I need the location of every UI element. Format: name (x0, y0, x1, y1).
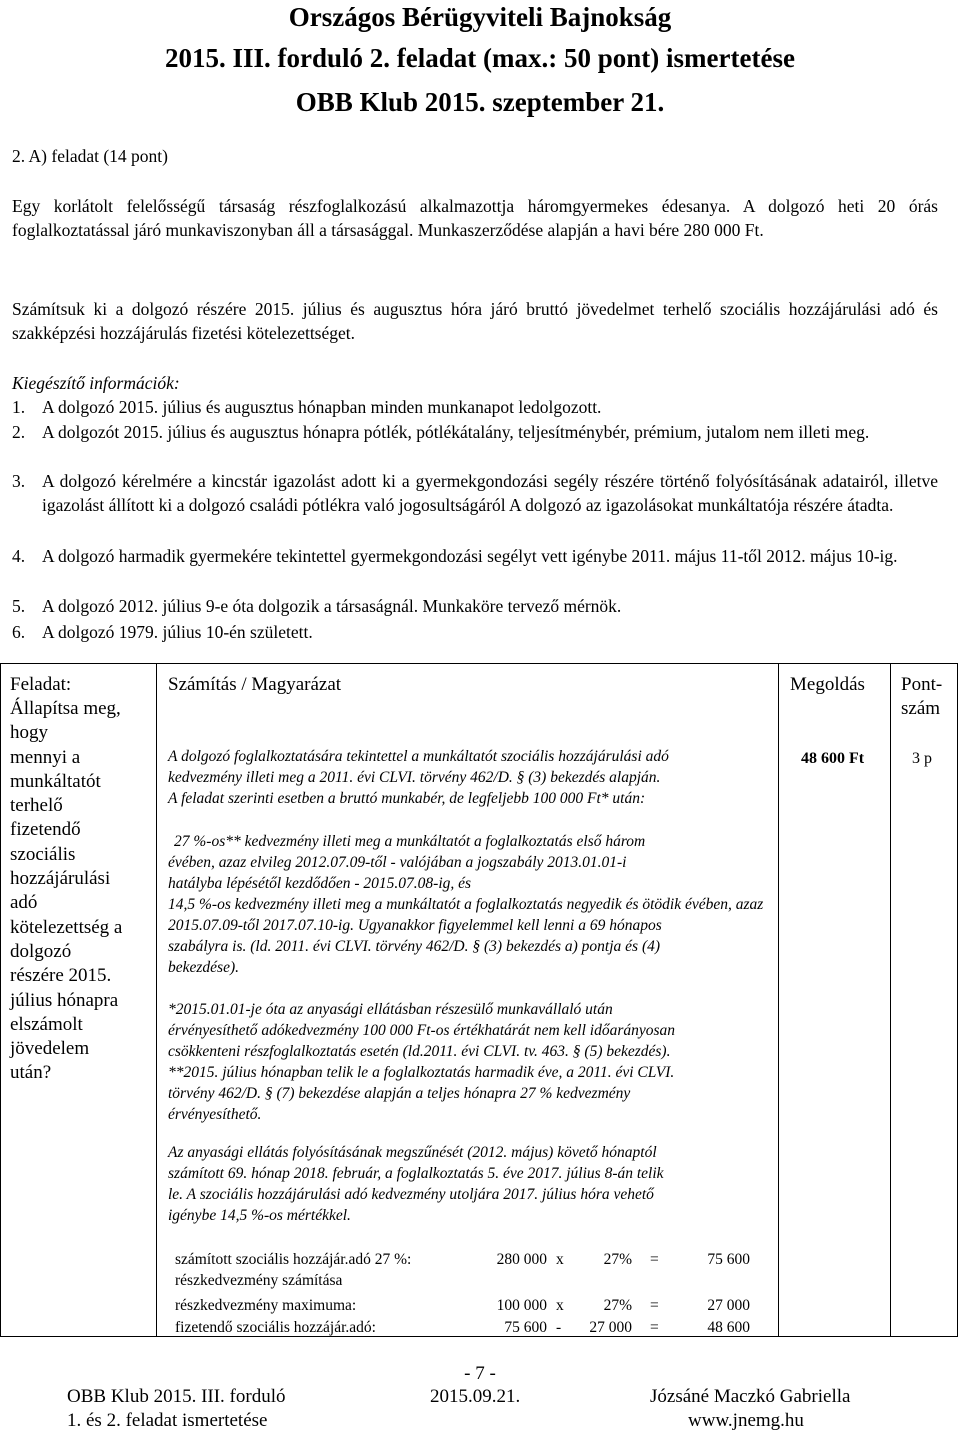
explanation-line: számított 69. hónap 2018. február, a foglalkoztatás 5. éve 2017. július 8-án telik (168, 1165, 664, 1182)
explanation-line: Az anyasági ellátás folyósításának megszűnését (2012. május) követő hónaptól (168, 1144, 657, 1161)
explanation-line: *2015.01.01-je óta az anyasági ellátásban részesülő munkavállaló után (168, 1001, 613, 1018)
calc-cell-op: - (556, 1319, 562, 1336)
explanation-line: 2015.07.09-től 2017.07.10-ig. Ugyanakkor figyelemmel kell lenni a 69 hónapos (168, 917, 662, 934)
feladat-line: terhelő (10, 795, 63, 817)
explanation-line: 14,5 %-os kedvezmény illeti meg a munkáltatót a foglalkoztatás negyedik és ötödik évében, azaz (168, 896, 764, 913)
explanation-line: 27 %-os** kedvezmény illeti meg a munkáltatót a foglalkoztatás első három (174, 833, 646, 850)
result-header: Megoldás (790, 674, 865, 695)
feladat-line: kötelezettség a (10, 916, 123, 938)
info-text-5: A dolgozó 2012. július 9-e óta dolgozik a társaságnál. Munkaköre tervező mérnök. (42, 596, 622, 616)
info-text-1: A dolgozó 2015. július és augusztus hónapban minden munkanapot ledolgozott. (42, 397, 602, 417)
feladat-line: Állapítsa meg, (10, 698, 121, 719)
page-number: - 7 - (464, 1363, 496, 1384)
calc-cell-a: 100 000 (496, 1297, 547, 1314)
footer-date: 2015.09.21. (430, 1386, 521, 1407)
feladat-text (10, 697, 122, 1086)
info-num-1: 1. (12, 397, 26, 417)
page-date-line: OBB Klub 2015. szeptember 21. (295, 87, 665, 117)
feladat-line: július hónapra (10, 989, 119, 1011)
explanation-line: érvényesíthető. (168, 1106, 262, 1123)
feladat-line: mennyi a (10, 746, 81, 768)
calc-cell-res: 27 000 (707, 1297, 750, 1314)
points-header-2: szám (901, 698, 941, 719)
feladat-line: részére 2015. (10, 965, 112, 987)
calc-cell-label: részkedvezmény számítása (175, 1272, 343, 1289)
calc-cell-label: részkedvezmény maximuma: (175, 1297, 357, 1314)
points-header-1: Pont- (901, 674, 943, 695)
feladat-line: dolgozó (10, 940, 72, 962)
explanation-line: csökkenteni részfoglalkoztatás esetén (ld.2011. évi CLVI. tv. 463. § (5) bekezdés). (168, 1043, 671, 1060)
info-num-3: 3. (12, 471, 26, 491)
explanation-line: érvényesíthető adókedvezmény 100 000 Ft-os értékhatárát nem kell időarányosan (168, 1022, 676, 1039)
explanation-line: A dolgozó foglalkoztatására tekintettel a munkáltatót szociális hozzájárulási adó (168, 748, 669, 765)
calc-cell-eq: = (650, 1319, 659, 1336)
calc-cell-op: x (556, 1297, 564, 1314)
section-title: 2. A) feladat (14 pont) (12, 146, 168, 166)
footer-author: Józsáné Maczkó Gabriella (650, 1386, 851, 1407)
explanation-line: igénybe 14,5 %-os mértékkel. (168, 1207, 351, 1224)
explanation-block-2 (168, 831, 763, 978)
info-num-4: 4. (12, 546, 26, 566)
feladat-line: hogy (10, 722, 48, 744)
calc-cell-eq: = (650, 1297, 659, 1314)
calc-header: Számítás / Magyarázat (168, 674, 342, 695)
calc-cell-res: 48 600 (707, 1319, 750, 1336)
footer-left-2: 1. és 2. feladat ismertetése (67, 1410, 268, 1431)
explanation-line: hatályba lépésétől kezdődően - 2015.07.08-ig, és (168, 875, 472, 892)
info-num-6: 6. (12, 622, 26, 642)
intro-paragraph-1: Egy korlátolt felelősségű társaság részfoglalkozású alkalmazottja háromgyermekes édesanya. A dolgozó heti 20 órás foglalkoztatással járó munkaviszonyban áll a társasággal. Munkaszerződése alapján a havi bére 280 000 Ft. (12, 196, 938, 240)
page-subtitle: 2015. III. forduló 2. feladat (max.: 50 pont) ismertetése (165, 43, 795, 73)
calc-cell-b: 27 000 (589, 1319, 632, 1336)
explanation-line: szabályra is. (ld. 2011. évi CLVI. törvény 462/D. § (3) bekezdés a) pontja és (4) (168, 938, 661, 955)
feladat-line: jövedelem (10, 1038, 90, 1060)
explanation-line: törvény 462/D. § (7) bekezdése alapján a teljes hónapra 27 % kedvezmény (168, 1085, 631, 1102)
explanation-line: évében, azaz elvileg 2012.07.09-től - valójában a jogszabály 2013.01.01-i (168, 854, 627, 871)
feladat-line: elszámolt (10, 1013, 83, 1035)
explanation-block-4 (168, 1142, 664, 1226)
calc-cell-res: 75 600 (707, 1251, 750, 1268)
result-value: 48 600 Ft (801, 750, 865, 767)
calc-cell-b: 27% (603, 1297, 632, 1314)
info-num-5: 5. (12, 596, 26, 616)
calc-cell-a: 280 000 (496, 1251, 547, 1268)
info-text-2: A dolgozót 2015. július és augusztus hónapra pótlék, pótlékátalány, teljesítménybér, prémium, jutalom nem illeti meg. (42, 422, 870, 442)
feladat-header: Feladat: (10, 674, 72, 695)
calc-cell-eq: = (650, 1251, 659, 1268)
calc-cell-a: 75 600 (504, 1319, 547, 1336)
feladat-line: munkáltatót (10, 770, 101, 792)
info-text-3: A dolgozó kérelmére a kincstár igazolást adott ki a gyermekgondozási segély részére történő folyósításának adatairól, illetve igazolást állított ki a dolgozó családi pótlékra való jogosultságáról A dolgozó az igazolásokat munkáltatója részére átadta. (42, 471, 938, 515)
table-divider-2 (778, 663, 779, 1337)
explanation-line: bekezdése). (168, 959, 239, 976)
page-title: Országos Bérügyviteli Bajnokság (288, 2, 672, 32)
explanation-line: A feladat szerinti esetben a bruttó munkabér, de legfeljebb 100 000 Ft* után: (168, 790, 646, 807)
feladat-line: hozzájárulási (10, 868, 111, 890)
info-num-2: 2. (12, 422, 26, 442)
info-text-4: A dolgozó harmadik gyermekére tekintettel gyermekgondozási segélyt vett igénybe 2011. május 11-től 2012. május 10-ig. (42, 546, 898, 566)
table-divider-3 (890, 663, 891, 1337)
feladat-line: szociális (10, 843, 76, 865)
points-value: 3 p (912, 750, 932, 767)
feladat-line: fizetendő (10, 819, 81, 841)
footer-website: www.jnemg.hu (688, 1410, 804, 1431)
explanation-line: kedvezmény illeti meg a 2011. évi CLVI. törvény 462/D. § (3) bekezdés alapján. (168, 769, 661, 786)
info-title: Kiegészítő információk: (12, 373, 180, 393)
explanation-block-3 (168, 999, 675, 1125)
explanation-line: le. A szociális hozzájárulási adó kedvezmény utoljára 2017. július hóra vehető (168, 1186, 654, 1203)
intro-paragraph-2: Számítsuk ki a dolgozó részére 2015. július és augusztus hóra járó bruttó jövedelmet terhelő szociális hozzájárulási adó és szakképzési hozzájárulás fizetési kötelezettséget. (12, 299, 938, 343)
calc-cell-op: x (556, 1251, 564, 1268)
info-text-6: A dolgozó 1979. július 10-én született. (42, 622, 313, 642)
calc-cell-b: 27% (603, 1251, 632, 1268)
table-divider-1 (156, 663, 157, 1337)
footer-left-1: OBB Klub 2015. III. forduló (67, 1386, 286, 1407)
feladat-line: adó (10, 892, 38, 914)
calc-cell-label: fizetendő szociális hozzájár.adó: (175, 1319, 376, 1336)
feladat-line: után? (10, 1062, 52, 1084)
explanation-line: **2015. július hónapban telik le a foglalkoztatás harmadik éve, a 2011. évi CLVI. (168, 1064, 675, 1081)
explanation-block-1 (168, 746, 669, 809)
calc-cell-label: számított szociális hozzájár.adó 27 %: (175, 1251, 412, 1268)
